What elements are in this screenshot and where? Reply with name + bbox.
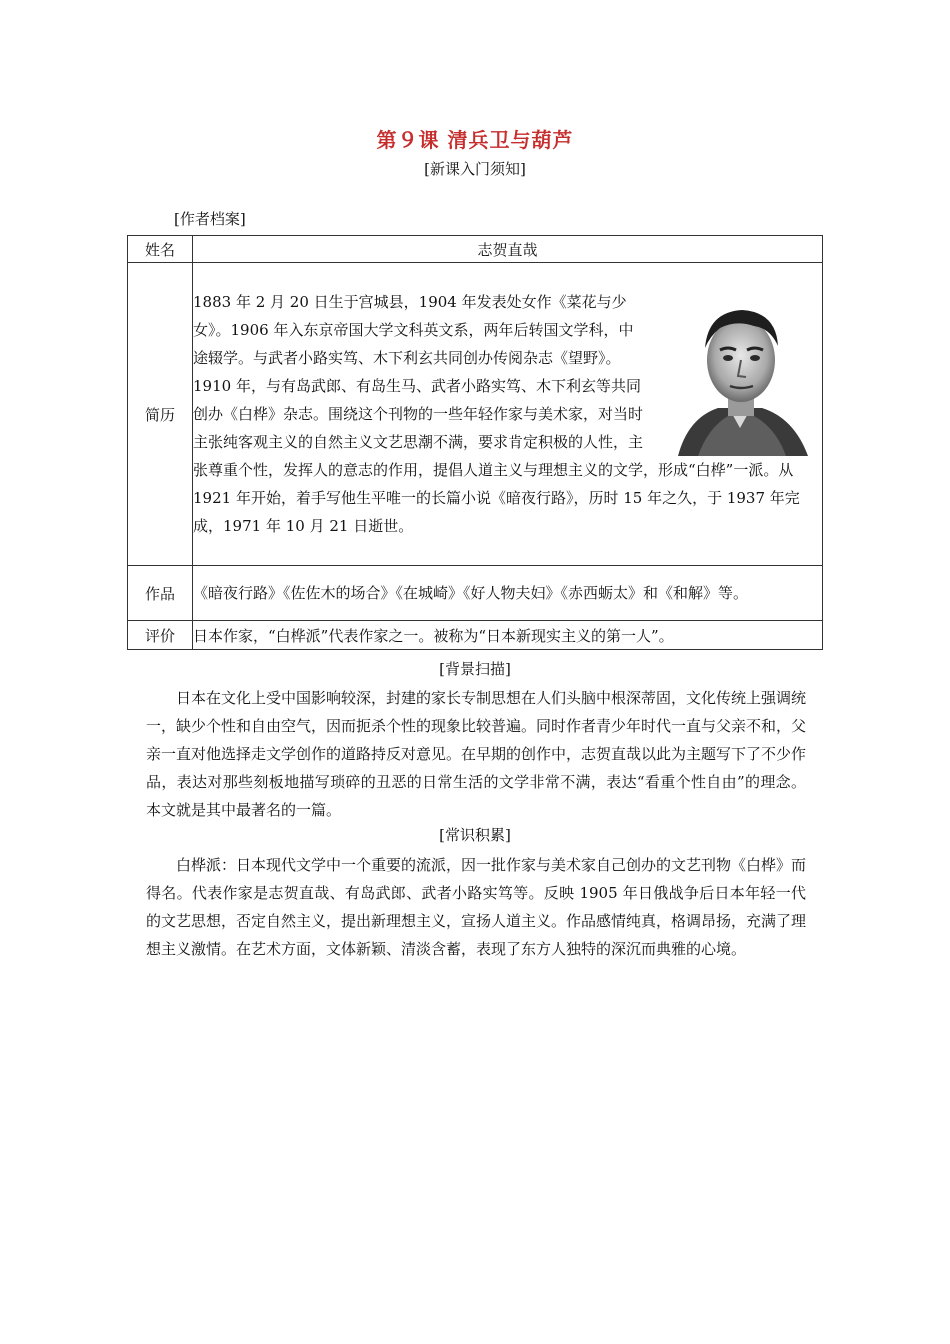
author-portrait <box>658 298 822 456</box>
lesson-title: 第９课 清兵卫与葫芦 <box>376 128 574 152</box>
author-profile-table <box>127 235 823 650</box>
review-text: 日本作家，“白桦派”代表作家之一。被称为“日本新现实主义的第一人”。 <box>193 621 823 650</box>
table-row <box>128 263 823 566</box>
table-row <box>128 566 823 621</box>
bio-label: 简历 <box>128 263 193 566</box>
review-label: 评价 <box>128 621 193 650</box>
knowledge-paragraph: 白桦派：日本现代文学中一个重要的流派，因一批作家与美术家自己创办的文艺刊物《白桦》而得名。代表作家是志贺直哉、有岛武郎、武者小路实笃等。反映 1905 年日俄战争后日本年轻一代的文艺思想，否定自然主义，提出新理想主义，宣扬人道主义。作品感情纯真，格调昂扬，充满了理想主义激情。在艺术方面，文体新颖、清淡含蓄，表现了东方人独特的深沉而典雅的心境。 <box>146 856 807 958</box>
bio-cell <box>193 263 823 566</box>
background-section-label: [背景扫描] <box>439 660 511 678</box>
works-label: 作品 <box>128 566 193 621</box>
lesson-subtitle: [新课入门须知] <box>424 160 526 178</box>
author-name: 志贺直哉 <box>193 236 823 263</box>
table-row <box>128 621 823 650</box>
knowledge-section-label: [常识积累] <box>439 826 511 844</box>
author-section-label: [作者档案] <box>174 210 246 228</box>
works-text: 《暗夜行路》《佐佐木的场合》《在城崎》《好人物夫妇》《赤西蛎太》和《和解》等。 <box>193 566 823 621</box>
name-label: 姓名 <box>128 236 193 263</box>
table-row <box>128 236 823 263</box>
background-paragraph: 日本在文化上受中国影响较深，封建的家长专制思想在人们头脑中根深蒂固，文化传统上强调统一，缺少个性和自由空气，因而扼杀个性的现象比较普遍。同时作者青少年时代一直与父亲不和，父亲一直对他选择走文学创作的道路持反对意见。在早期的创作中，志贺直哉以此为主题写下了不少作品，表达对那些刻板地描写琐碎的丑恶的日常生活的文学非常不满，表达“看重个性自由”的理念。本文就是其中最著名的一篇。 <box>146 689 807 819</box>
bio-text: 1883 年 2 月 20 日生于宫城县，1904 年发表处女作《菜花与少女》。1906 年入东京帝国大学文科英文系，两年后转国文学科，中途辍学。与武者小路实笃、木下利玄共同创办传阅杂志《望野》。1910 年，与有岛武郎、有岛生马、武者小路实笃、木下利玄等共同创办《白桦》杂志。围绕这个刊物的一些年轻作家与美术家，对当时主张纯客观主义的自然主义文艺思潮不满，要求肯定积极的人性，主张尊重个性，发挥人的意志的作用，提倡人道主义与理想主义的文学，形成“白桦”一派。从 1921 年开始，着手写他生平唯一的长篇小说《暗夜行路》，历时 15 年之久，于 1937 年完成，1971 年 10 月 21 日逝世。 <box>193 293 800 535</box>
